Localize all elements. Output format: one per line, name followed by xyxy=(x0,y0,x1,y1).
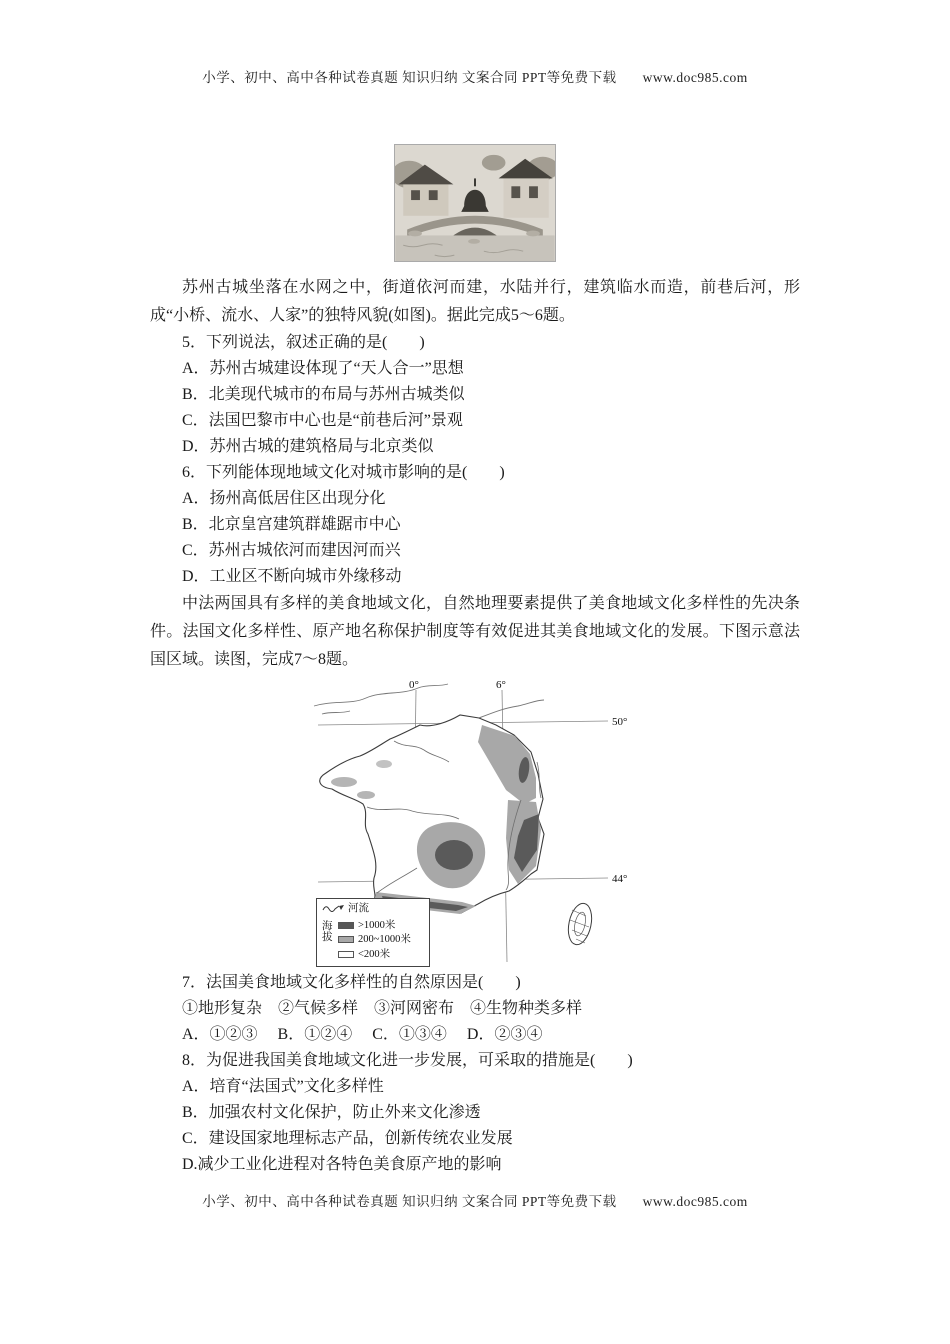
swatch-under-200m xyxy=(338,951,354,958)
question-8-option-d: D.减少工业化进程对各特色美食原产地的影响 xyxy=(182,1156,502,1173)
question-5-option-b: B．北美现代城市的布局与苏州古城类似 xyxy=(182,386,465,403)
passage-1: 苏州古城坐落在水网之中，街道依河而建，水陆并行，建筑临水而造，前巷后河，形成“小桥、流水、人家”的独特风貌(如图)。据此完成5～6题。 xyxy=(150,279,800,324)
map-legend xyxy=(316,898,430,967)
question-8-option-a: A．培育“法国式”文化多样性 xyxy=(182,1078,384,1095)
question-7-items: ①地形复杂 ②气候多样 ③河网密布 ④生物种类多样 xyxy=(182,1000,583,1017)
lon-6-label: 6° xyxy=(496,679,506,691)
lat-50-label: 50° xyxy=(612,716,628,728)
page-footer xyxy=(0,1190,950,1210)
swatch-over-1000m xyxy=(338,922,354,929)
question-6-option-a: A．扬州高低居住区出现分化 xyxy=(182,490,386,507)
label-200-1000m: 200~1000米 xyxy=(358,934,411,945)
question-8 xyxy=(150,1048,800,1178)
question-5-option-d: D．苏州古城的建筑格局与北京类似 xyxy=(182,438,434,455)
corsica-island xyxy=(565,901,595,947)
question-5-option-a: A．苏州古城建设体现了“天人合一”思想 xyxy=(182,360,464,377)
legend-row-mid xyxy=(338,933,424,946)
lon-0-label: 0° xyxy=(409,679,419,691)
question-7 xyxy=(150,970,800,1048)
france-map xyxy=(310,678,640,968)
label-over-1000m: >1000米 xyxy=(358,919,396,931)
legend-river-label: 河流 xyxy=(348,903,369,914)
footer-text: 小学、初中、高中各种试卷真题 知识归纳 文案合同 PPT等免费下载 xyxy=(202,1194,617,1209)
legend-row-low xyxy=(338,948,424,961)
question-5-option-c: C．法国巴黎市中心也是“前巷后河”景观 xyxy=(182,412,463,429)
legend-elevation-rows xyxy=(338,917,424,962)
question-7-answers: A．①②③ B．①②④ C．①③④ D．②③④ xyxy=(182,1026,543,1043)
label-under-200m: <200米 xyxy=(358,948,391,960)
question-6-option-b: B．北京皇宫建筑群雄踞市中心 xyxy=(182,516,401,533)
question-8-option-c: C．建设国家地理标志产品，创新传统农业发展 xyxy=(182,1130,513,1147)
page-header xyxy=(0,66,950,86)
question-8-option-b: B．加强农村文化保护，防止外来文化渗透 xyxy=(182,1104,481,1121)
question-8-stem: 8．为促进我国美食地域文化进一步发展，可采取的措施是( ) xyxy=(182,1052,633,1069)
suzhou-photo xyxy=(394,144,556,262)
question-6-stem: 6．下列能体现地域文化对城市影响的是( ) xyxy=(182,464,505,481)
content-column xyxy=(150,144,800,1178)
question-5 xyxy=(150,330,800,460)
legend-elevation-label: 海拔 xyxy=(322,921,333,943)
passage-2: 中法两国具有多样的美食地域文化，自然地理要素提供了美食地域文化多样性的先决条件。法国文化多样性、原产地名称保护制度等有效促进其美食地域文化的发展。下图示意法国区域。读图，完成7～8题。 xyxy=(150,595,800,668)
header-text: 小学、初中、高中各种试卷真题 知识归纳 文案合同 PPT等免费下载 xyxy=(202,70,617,85)
question-7-stem: 7．法国美食地域文化多样性的自然原因是( ) xyxy=(182,974,521,991)
legend-row-high xyxy=(338,919,424,932)
question-6-option-d: D．工业区不断向城市外缘移动 xyxy=(182,568,402,585)
swatch-200-1000m xyxy=(338,936,354,943)
foreign-coastlines xyxy=(314,684,544,718)
river-symbol-icon xyxy=(322,904,344,914)
question-6-option-c: C．苏州古城依河而建因河而兴 xyxy=(182,542,401,559)
suzhou-figure xyxy=(150,144,800,262)
lat-44-label: 44° xyxy=(612,873,628,885)
footer-url: www.doc985.com xyxy=(642,1194,748,1209)
question-5-stem: 5．下列说法，叙述正确的是( ) xyxy=(182,334,425,351)
header-url: www.doc985.com xyxy=(642,70,748,85)
legend-elevation-block xyxy=(322,917,424,962)
question-6 xyxy=(150,460,800,590)
legend-river-row xyxy=(322,902,424,915)
